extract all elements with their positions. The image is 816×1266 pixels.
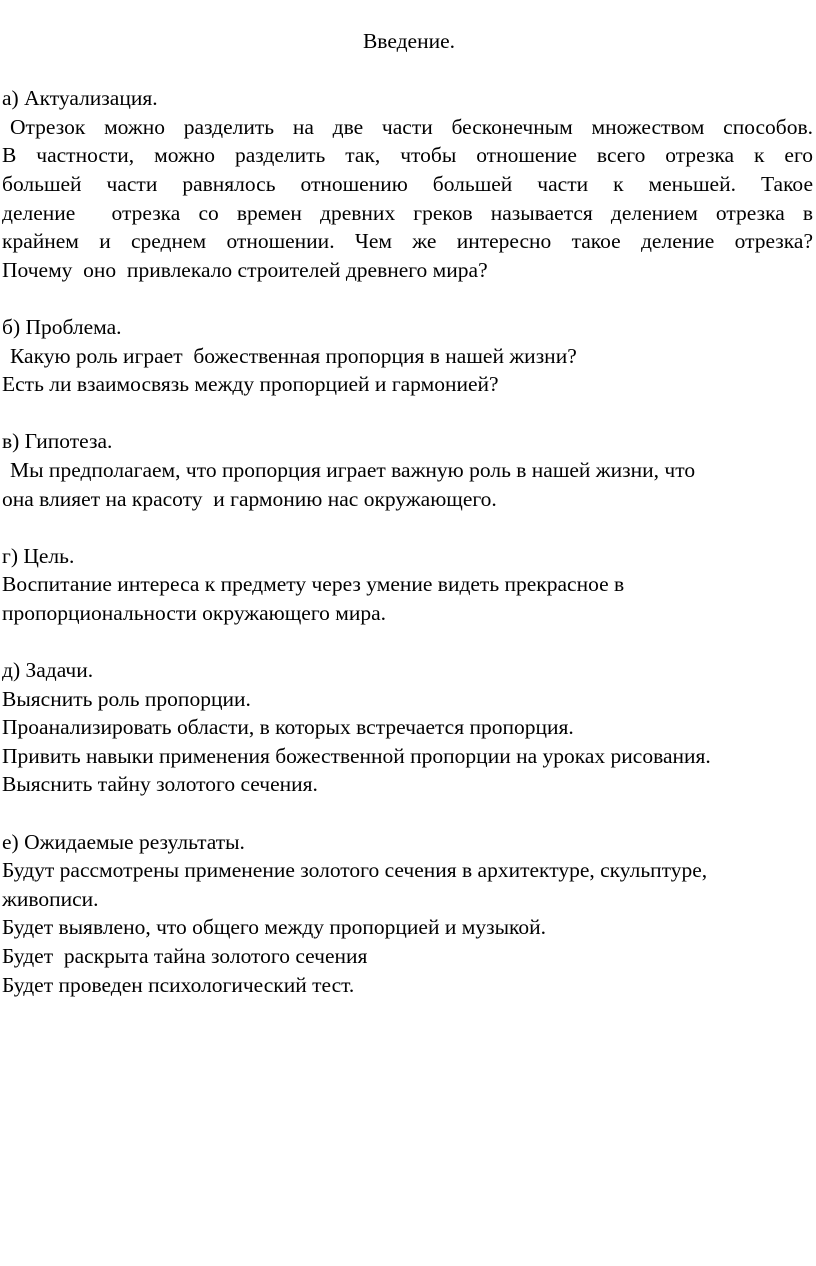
section-results (0, 828, 816, 1000)
spacer (0, 627, 816, 656)
spacer (0, 284, 816, 313)
spacer (0, 513, 816, 542)
paragraph-line: она влияет на красоту и гармонию нас окружающего. (2, 486, 497, 511)
paragraph-line: Есть ли взаимосвязь между пропорцией и гармонией? (2, 372, 499, 397)
paragraph-line: Воспитание интереса к предмету через умение видеть прекрасное в (2, 572, 625, 597)
list-item: Проанализировать области, в которых встречается пропорция. (2, 715, 574, 740)
document-title: Введение. (362, 29, 456, 53)
paragraph-line: Отрезок можно разделить на две части бесконечным множеством способов. (10, 114, 813, 139)
list-item: Будут рассмотрены применение золотого сечения в архитектуре, скульптуре, (2, 858, 708, 883)
paragraph-line: крайнем и среднем отношении. Чем же интересно такое деление отрезка? (2, 229, 813, 254)
paragraph-line: Какую роль играет божественная пропорция в нашей жизни? (10, 343, 577, 368)
list-item: Привить навыки применения божественной пропорции на уроках рисования. (2, 743, 711, 768)
section-hypothesis (0, 427, 816, 513)
list-item: Выяснить тайну золотого сечения. (2, 772, 318, 797)
list-item: Будет раскрыта тайна золотого сечения (2, 944, 368, 968)
section-heading: а) Актуализация. (2, 86, 158, 111)
section-heading: г) Цель. (2, 543, 75, 568)
section-heading: в) Гипотеза. (2, 429, 113, 454)
list-item: Выяснить роль пропорции. (2, 686, 251, 711)
list-item: Будет проведен психологический тест. (2, 972, 355, 997)
section-problem (0, 313, 816, 399)
list-item: Будет выявлено, что общего между пропорцией и музыкой. (2, 915, 547, 940)
section-actualization (0, 84, 816, 284)
section-goal (0, 542, 816, 628)
paragraph-line: деление отрезка со времен древних греков называется делением отрезка в (2, 200, 813, 225)
paragraph-line: большей части равнялось отношению большей части к меньшей. Такое (2, 171, 813, 196)
section-heading: е) Ожидаемые результаты. (2, 829, 245, 854)
paragraph-line: В частности, можно разделить так, чтобы отношение всего отрезка к его (2, 143, 813, 168)
list-item: живописи. (2, 886, 99, 911)
spacer (0, 399, 816, 428)
section-heading: б) Проблема. (2, 314, 122, 339)
paragraph-line: Мы предполагаем, что пропорция играет важную роль в нашей жизни, что (10, 457, 696, 482)
paragraph-line: Почему оно привлекало строителей древнего мира? (2, 257, 488, 282)
section-heading: д) Задачи. (2, 658, 94, 683)
document-page (0, 27, 816, 999)
spacer (0, 56, 816, 85)
paragraph-line: пропорциональности окружающего мира. (2, 600, 387, 625)
spacer (0, 799, 816, 828)
section-tasks (0, 656, 816, 799)
